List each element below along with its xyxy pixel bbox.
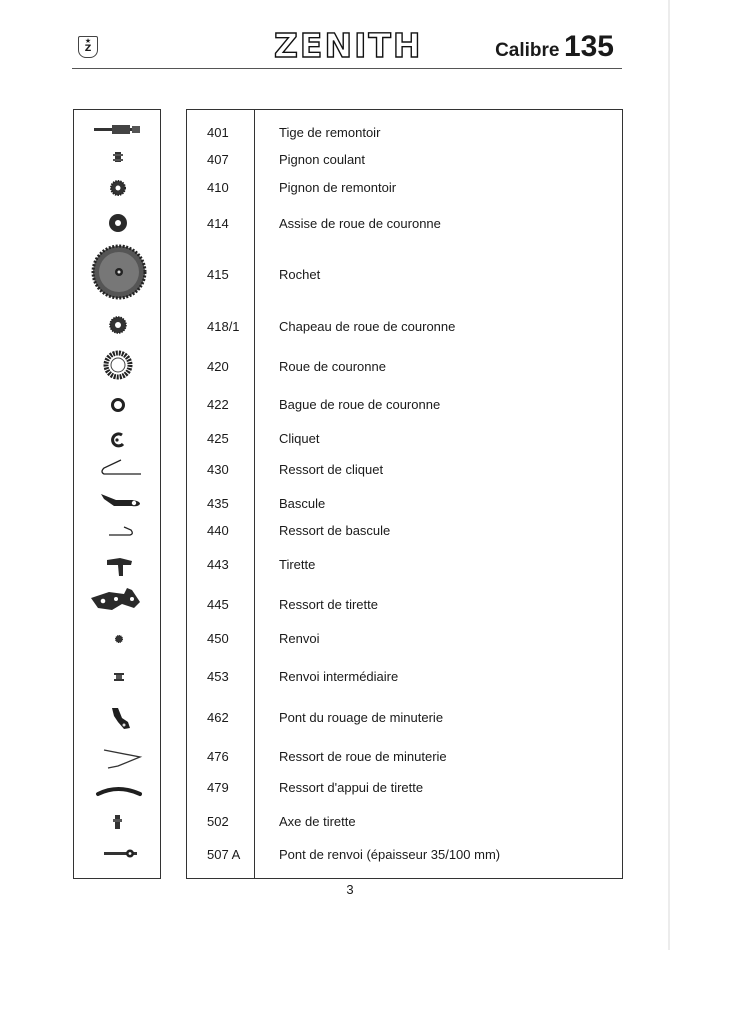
part-number: 479 [207,780,229,795]
part-number: 425 [207,431,229,446]
setting-lever-jumper-icon [98,789,140,794]
part-number: 507 A [207,847,241,862]
parts-illustrations [74,110,160,878]
part-number: 422 [207,397,229,412]
part-number: 435 [207,496,229,511]
crown-wheel-seat-icon [109,214,127,232]
header-rule [72,68,622,69]
click-icon [113,434,123,446]
part-name: Renvoi [279,631,320,646]
part-name: Roue de couronne [279,359,386,374]
part-name: Pont du rouage de minuterie [279,710,444,725]
part-number: 440 [207,523,229,538]
part-name: Cliquet [279,431,320,446]
crest-letter: Z [84,44,92,54]
setting-wheel-icon [116,636,123,643]
winding-stem-icon [94,125,140,134]
setting-wheel-bridge-icon [104,850,137,858]
crown-wheel-ring-icon [113,400,124,411]
part-number: 462 [207,710,229,725]
setting-lever-screw-icon [113,815,122,829]
part-name: Ressort de tirette [279,597,378,612]
part-name: Pignon coulant [279,152,366,167]
calibre-word: Calibre [495,40,560,61]
crown-wheel-cap-icon [110,317,126,333]
part-name: Ressort de roue de minuterie [279,749,447,764]
part-number: 502 [207,814,229,829]
yoke-spring-icon [109,527,132,535]
part-number: 410 [207,180,229,195]
click-spring-icon [102,460,141,474]
part-number: 407 [207,152,229,167]
part-number: 418/1 [207,319,240,334]
part-number: 401 [207,125,229,140]
part-name: Bague de roue de couronne [279,397,441,412]
motion-work-bridge-icon [112,708,130,729]
part-name: Ressort de cliquet [279,462,384,477]
part-name: Ressort d'appui de tirette [279,780,424,795]
part-name: Ressort de bascule [279,523,391,538]
part-name: Renvoi intermédiaire [279,669,399,684]
part-number: 445 [207,597,229,612]
part-name: Assise de roue de couronne [279,216,441,231]
part-name: Pont de renvoi (épaisseur 35/100 mm) [279,847,501,862]
column-divider [254,110,255,878]
minute-wheel-spring-icon [104,750,140,768]
part-name: Tirette [279,557,316,572]
page-header [72,28,622,68]
intermediate-setting-wheel-icon [114,673,124,681]
page-edge-shadow [668,0,670,950]
part-number: 420 [207,359,229,374]
calibre-number: 135 [563,30,614,63]
winding-pinion-icon [111,181,125,195]
part-name: Rochet [279,267,321,282]
ratchet-wheel-icon [93,246,145,298]
zenith-crest-icon [78,36,98,58]
part-number: 443 [207,557,229,572]
page-number: 3 [346,882,354,897]
sliding-pinion-icon [113,152,123,162]
part-name: Bascule [279,496,326,511]
parts-table [186,109,623,879]
parts-illustration-column [73,109,161,879]
zenith-logo: ZENITH [274,26,423,65]
part-name: Chapeau de roue de couronne [279,319,456,334]
crown-wheel-icon [106,353,130,377]
setting-lever-icon [107,558,132,576]
part-number: 476 [207,749,229,764]
crest-star: ★ [84,37,92,45]
part-number: 450 [207,631,229,646]
part-number: 430 [207,462,229,477]
part-name: Tige de remontoir [279,125,381,140]
part-name: Axe de tirette [279,814,356,829]
setting-lever-spring-icon [91,588,140,610]
part-number: 415 [207,267,229,282]
part-number: 414 [207,216,229,231]
part-number: 453 [207,669,229,684]
part-name: Pignon de remontoir [279,180,397,195]
calibre-title [495,30,614,64]
yoke-icon [101,494,140,506]
